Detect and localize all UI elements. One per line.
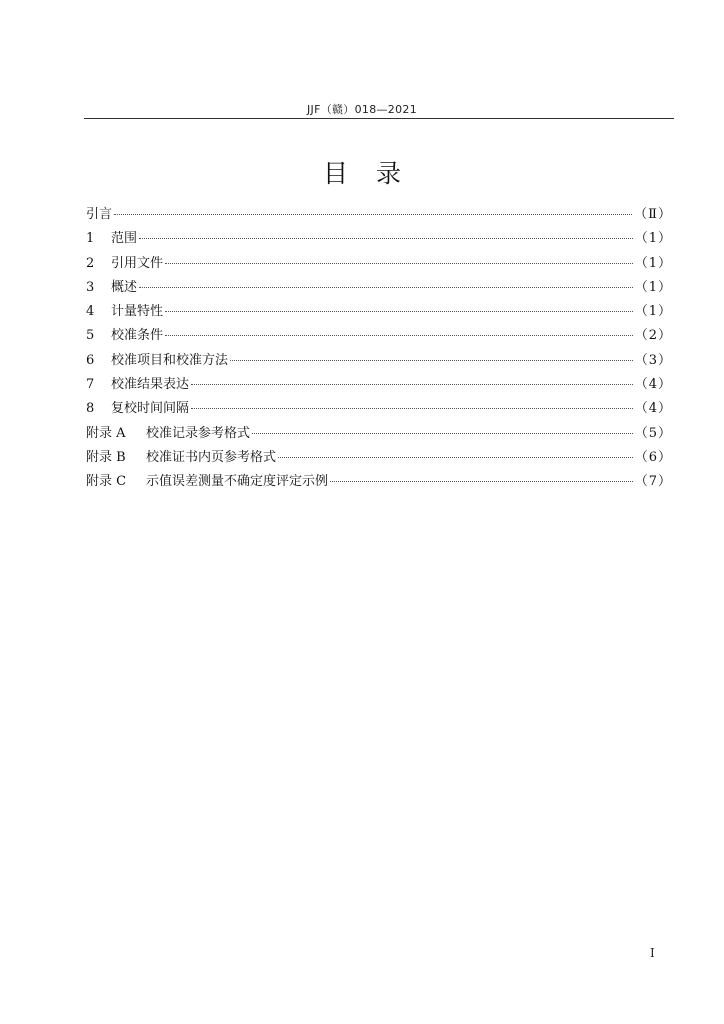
dot-leader bbox=[114, 214, 632, 215]
toc-entry-number: 附录 A bbox=[86, 425, 126, 441]
toc-entry-label: 校准证书内页参考格式 bbox=[146, 449, 277, 465]
toc-entry-result-expression[interactable] bbox=[86, 373, 672, 397]
toc-entry-number: 6 bbox=[86, 352, 95, 368]
header-rule bbox=[84, 118, 674, 119]
toc-entry-page: （4） bbox=[634, 377, 672, 393]
toc-entry-appendix-b[interactable] bbox=[86, 446, 672, 470]
toc-entry-page: （2） bbox=[634, 328, 672, 344]
dot-leader bbox=[330, 481, 633, 482]
toc-entry-page: （4） bbox=[634, 401, 672, 417]
toc-entry-label: 校准记录参考格式 bbox=[146, 425, 251, 441]
toc-entry-scope[interactable] bbox=[86, 227, 672, 251]
toc-entry-references[interactable] bbox=[86, 252, 672, 276]
toc-entry-page: （7） bbox=[634, 474, 672, 490]
dot-leader bbox=[191, 384, 633, 385]
dot-leader bbox=[139, 287, 633, 288]
toc-entry-appendix-c[interactable] bbox=[86, 470, 672, 494]
toc-entry-number: 附录 C bbox=[86, 474, 127, 490]
toc-entry-label: 校准结果表达 bbox=[111, 377, 190, 393]
table-of-contents bbox=[86, 203, 672, 495]
toc-entry-number: 1 bbox=[86, 231, 95, 247]
toc-entry-page: （1） bbox=[634, 255, 672, 271]
toc-entry-number: 附录 B bbox=[86, 449, 126, 465]
toc-entry-page: （3） bbox=[634, 352, 672, 368]
toc-entry-number: 2 bbox=[86, 255, 95, 271]
toc-entry-number: 7 bbox=[86, 377, 95, 393]
toc-entry-page: （5） bbox=[634, 425, 672, 441]
toc-entry-introduction[interactable] bbox=[86, 203, 672, 227]
page-number: Ⅰ bbox=[650, 946, 655, 960]
toc-entry-number: 3 bbox=[86, 279, 95, 295]
dot-leader bbox=[165, 263, 633, 264]
toc-entry-overview[interactable] bbox=[86, 276, 672, 300]
dot-leader bbox=[165, 311, 633, 312]
toc-entry-page: （1） bbox=[634, 231, 672, 247]
toc-title: 目录 bbox=[322, 159, 429, 188]
toc-entry-calibration-conditions[interactable] bbox=[86, 324, 672, 348]
toc-entry-page: （1） bbox=[634, 304, 672, 320]
dot-leader bbox=[165, 335, 633, 336]
toc-entry-label: 校准条件 bbox=[111, 328, 164, 344]
dot-leader bbox=[252, 433, 633, 434]
toc-entry-label: 范围 bbox=[111, 231, 138, 247]
toc-entry-label: 引言 bbox=[86, 207, 113, 222]
toc-entry-appendix-a[interactable] bbox=[86, 422, 672, 446]
toc-entry-label: 示值误差测量不确定度评定示例 bbox=[146, 474, 329, 490]
toc-entry-page: （1） bbox=[634, 279, 672, 295]
toc-entry-label: 概述 bbox=[111, 279, 138, 295]
toc-entry-page: （6） bbox=[634, 449, 672, 465]
dot-leader bbox=[139, 238, 633, 239]
toc-entry-number: 5 bbox=[86, 328, 95, 344]
toc-entry-label: 引用文件 bbox=[111, 255, 164, 271]
dot-leader bbox=[191, 408, 633, 409]
toc-entry-label: 计量特性 bbox=[111, 304, 164, 320]
toc-entry-label: 复校时间间隔 bbox=[111, 401, 190, 417]
toc-entry-label: 校准项目和校准方法 bbox=[111, 352, 229, 368]
document-code: JJF（赣）018—2021 bbox=[306, 103, 417, 116]
toc-entry-page: （Ⅱ） bbox=[634, 207, 672, 222]
toc-entry-number: 8 bbox=[86, 401, 95, 417]
toc-entry-number: 4 bbox=[86, 304, 95, 320]
toc-entry-metrological-characteristics[interactable] bbox=[86, 300, 672, 324]
dot-leader bbox=[230, 360, 633, 361]
toc-entry-recalibration-interval[interactable] bbox=[86, 397, 672, 421]
dot-leader bbox=[278, 457, 633, 458]
toc-entry-calibration-items-methods[interactable] bbox=[86, 349, 672, 373]
